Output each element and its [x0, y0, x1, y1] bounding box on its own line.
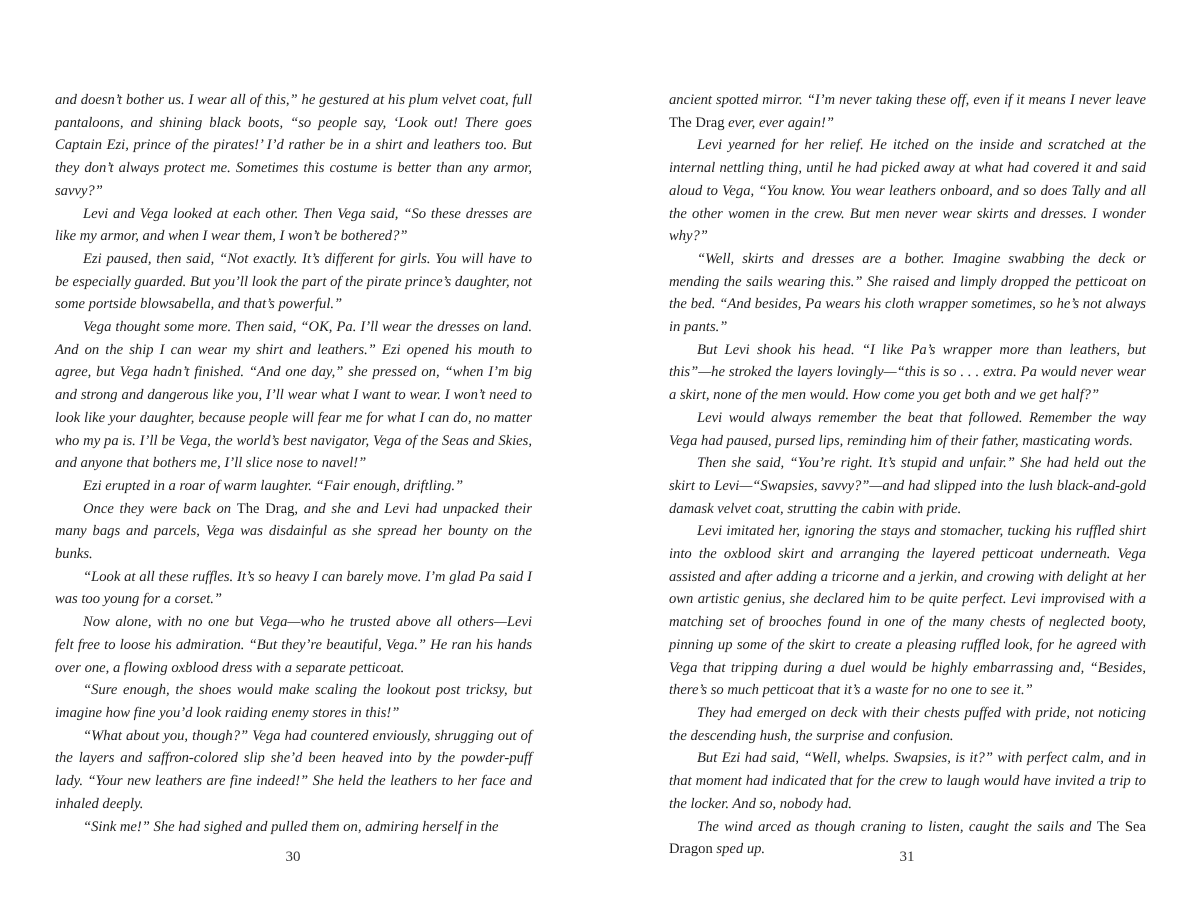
paragraph-text: Vega was disdainful as she spread her bounty on the bunks. [55, 523, 532, 563]
paragraph: “Sure enough, the shoes would make scaling the lookout post tricksy, but imagine how fine you’d look raiding enemy stores in this!” [55, 682, 532, 721]
ship-name: The Drag [236, 500, 295, 517]
paragraph: But Levi shook his head. “I like Pa’s wrapper more than leathers, but this”—he stroked the layers lovingly—“this is so . . . extra. Pa would never wear a skirt, none of the men would. How come you get both and we get half?” [669, 341, 1146, 404]
paragraph-text: ancient spotted mirror. “I’m never taking these off, even if it means I never leave [669, 92, 1146, 108]
paragraph: “What about you, though?” Vega had countered enviously, shrugging out of the layers and saffron-colored slip she’d been heaved into by the powder-puff lady. “Your new leathers are fine indeed!” She held the leathers to her face and inhaled deeply. [55, 727, 532, 812]
ship-name: The Drag [669, 114, 725, 131]
paragraph: But Ezi had said, “Well, whelps. Swapsies, is it?” with perfect calm, and in that moment had indicated that for the crew to laugh would have invited a trip to the locker. And so, nobody had. [669, 750, 1146, 812]
paragraph: Levi would always remember the beat that followed. Remember the way Vega had paused, pursed lips, reminding him of their father, masticating words. [669, 409, 1146, 449]
paragraph-text: sped up. [712, 841, 766, 858]
paragraph: Levi and Vega looked at each other. Then Vega said, “So these dresses are like my armor, and when I wear them, I won’t be bothered?” [55, 205, 532, 245]
paragraph-text: ever, ever again!” [724, 114, 834, 131]
paragraph: Ezi paused, then said, “Not exactly. It’s different for girls. You will have to be especially guarded. But you’ll look the part of the pirate prince’s daughter, not some portside blowsabella, and that’s powerful.” [55, 250, 532, 313]
paragraph: “Look at all these ruffles. It’s so heavy I can barely move. I’m glad Pa said I was too young for a corset.” [55, 568, 532, 608]
paragraph: “Well, skirts and dresses are a bother. Imagine swabbing the deck or mending the sails wearing this.” She raised and limply dropped the petticoat on the bed. “And besides, Pa wears his cloth wrapper sometimes, so he’s not always in pants.” [669, 250, 1146, 336]
page-number-left: 30 [285, 849, 301, 865]
paragraph: and doesn’t bother us. I wear all of this,” he gestured at his plum velvet coat, full pantaloons, and shining black boots, “so people say, ‘Look out! There goes Captain Ezi, prince of the pirates!’ I’d rather be in a shirt and leathers too. But they don’t always protect me. Sometimes this costume is better than any armor, savvy?” [55, 92, 532, 199]
paragraph-text: The wind arced as though craning to listen, caught the sails and [697, 818, 1097, 835]
paragraph-text: , and she and Levi had unpacked their many bags and parcels, [55, 500, 532, 540]
page-number-right: 31 [899, 849, 915, 865]
paragraph: Now alone, with no one but Vega—who he trusted above all others—Levi felt free to loose his admiration. “But they’re beautiful, Vega.” He ran his hands over one, a flowing oxblood dress with a separate petticoat. [55, 614, 532, 676]
paragraph: Then she said, “You’re right. It’s stupid and unfair.” She had held out the skirt to Levi—“Swapsies, savvy?”—and had slipped into the lush black-and-gold damask velvet coat, strutting the cabin with pride. [669, 455, 1146, 517]
ship-name: The Sea Dragon [669, 818, 1146, 858]
paragraph [669, 89, 1146, 134]
paragraph [55, 498, 532, 566]
paragraph: Ezi erupted in a roar of warm laughter. “Fair enough, driftling.” [83, 477, 464, 494]
paragraph: “Sink me!” She had sighed and pulled them on, admiring herself in the [83, 818, 499, 835]
paragraph: They had emerged on deck with their chests puffed with pride, not noticing the descending hush, the surprise and confusion. [669, 704, 1146, 744]
paragraph: Vega thought some more. Then said, “OK, Pa. I’ll wear the dresses on land. And on the ship I can wear my shirt and leathers.” Ezi opened his mouth to agree, but Vega hadn’t finished. “And one day,” she pressed on, “when I’m big and strong and dangerous like you, I’ll wear what I want to wear. I won’t need to look like your daughter, because people will fear me for what I can do, no matter who my pa is. I’ll be Vega, the world’s best navigator, Vega of the Seas and Skies, and anyone that bothers me, I’ll slice nose to navel!” [55, 319, 532, 472]
left-page [55, 89, 532, 835]
paragraph-text: Once they were back on [83, 500, 237, 517]
paragraph: Levi yearned for her relief. He itched on the inside and scratched at the internal nettling thing, until he had picked away at what had covered it and said aloud to Vega, “You know. You wear leathers onboard, and so does Tally and all the other women in the crew. But men never wear skirts and dresses. I wonder why?” [669, 137, 1146, 245]
paragraph: Levi imitated her, ignoring the stays and stomacher, tucking his ruffled shirt into the oxblood skirt and arranging the layered petticoat underneath. Vega assisted and after adding a tricorne and a jerkin, and crowing with delight at her own artistic genius, she declared him to be quite perfect. Levi improvised with a matching set of brooches found in one of the many chests of neglected booty, pinning up some of the skirt to create a pleasing ruffled look, for he agreed with Vega that tripping during a duel would be highly embarrassing and, “Besides, there’s so much petticoat that it’s a waste for no one to see it.” [669, 523, 1146, 699]
